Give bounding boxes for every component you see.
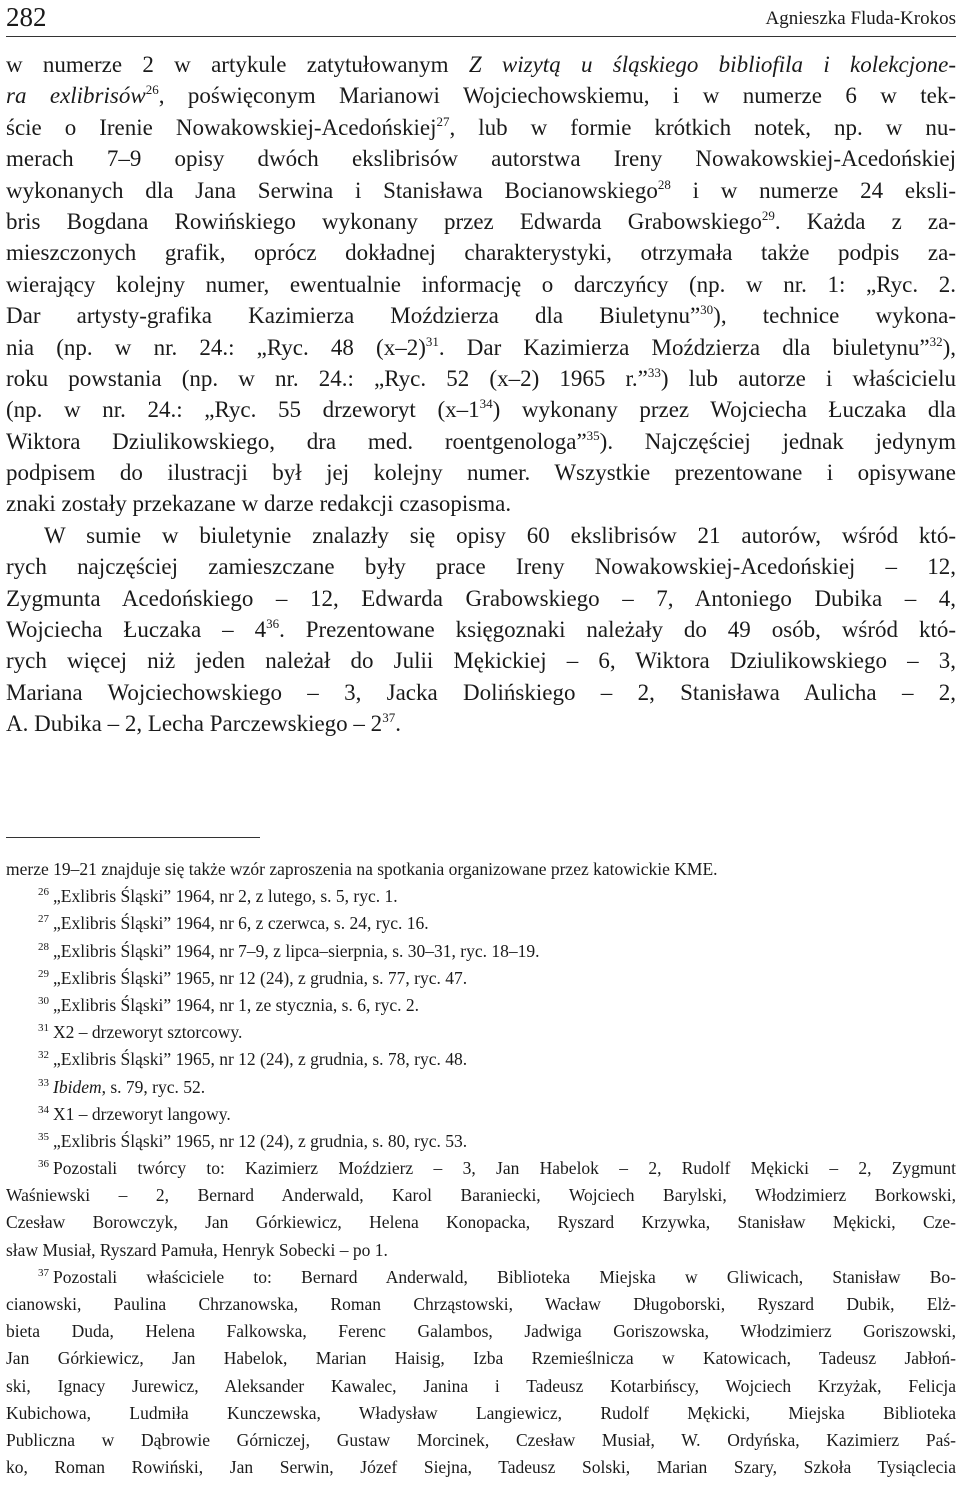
main-line: [6, 80, 956, 111]
footnote-line: [6, 1400, 956, 1427]
footnote-line: [6, 992, 956, 1019]
footnote-reference: 30: [38, 994, 49, 1007]
text-run: ),: [942, 334, 956, 360]
footnote-reference: 29: [38, 967, 49, 980]
text-run: ), technice wykona-: [713, 303, 956, 329]
text-run: w numerze 2 w artykule zatytułowanym: [6, 52, 469, 77]
text-run: Kubichowa, Ludmiła Kunczewska, Władysław Langiewicz, Rudolf Mękicki, Miejska Biblioteka: [6, 1402, 956, 1423]
text-run: , lub w formie krótkich notek, np. w nu-: [449, 114, 956, 140]
running-head-author: Agnieszka Fluda-Krokos: [765, 8, 956, 29]
text-run: ) lub autorze i właścicielu: [660, 365, 956, 391]
footnote-reference: 27: [436, 113, 450, 129]
text-run: „Exlibris Śląski” 1965, nr 12 (24), z grudnia, s. 78, ryc. 48.: [53, 1049, 468, 1070]
text-run: „Exlibris Śląski” 1964, nr 7–9, z lipca–sierpnia, s. 30–31, ryc. 18–19.: [53, 940, 540, 961]
main-line: [6, 677, 956, 708]
text-run: „Exlibris Śląski” 1964, nr 6, z czerwca, s. 24, ryc. 16.: [53, 913, 429, 934]
footnote-line: [6, 1128, 956, 1155]
text-run: ski, Ignacy Jurewicz, Aleksander Kawalec, Janina i Tadeusz Kotarbińscy, Wojciech Krzyżak, Felicja: [6, 1375, 956, 1396]
footnote-reference: 37: [382, 710, 396, 726]
text-run: ). Najczęściej jednak jedynym: [599, 428, 956, 454]
footnote-line: [6, 965, 956, 992]
footnote-line: [6, 1291, 956, 1318]
text-run: „Exlibris Śląski” 1965, nr 12 (24), z grudnia, s. 80, ryc. 53.: [53, 1130, 468, 1151]
text-run: ) wykonany przez Wojciecha Łuczaka dla: [492, 397, 957, 423]
text-run: „Exlibris Śląski” 1964, nr 1, ze stycznia, s. 6, ryc. 2.: [53, 994, 419, 1015]
main-line: [6, 583, 956, 614]
text-run: ście o Irenie Nowakowskiej-Acedońskiej: [6, 114, 437, 140]
main-line: [6, 269, 956, 300]
text-run: Dar artysty-grafika Kazimierza Moździerza dla Biuletynu”: [6, 303, 701, 329]
footnote-reference: 37: [38, 1266, 49, 1279]
main-line: [6, 49, 956, 80]
main-line: [6, 175, 956, 206]
footnote-line: [6, 1019, 956, 1046]
text-run: .: [395, 711, 401, 737]
text-run: X2 – drzeworyt sztorcowy.: [53, 1022, 243, 1043]
text-run: „Exlibris Śląski” 1965, nr 12 (24), z grudnia, s. 77, ryc. 47.: [53, 967, 468, 988]
italic-text: Ibidem: [53, 1076, 102, 1097]
text-run: znaki zostały przekazane w darze redakcji czasopisma.: [6, 491, 512, 517]
text-run: (np. w nr. 24.: „Ryc. 55 drzeworyt (x–1: [6, 397, 480, 423]
text-run: mieszczonych grafik, oprócz dokładnej charakterystyki, otrzymała także podpis za-: [6, 240, 956, 266]
footnote-line: [6, 938, 956, 965]
text-run: Czesław Borowczyk, Jan Górkiewicz, Helena Konopacka, Ryszard Krzywka, Stanisław Mękicki, Cze-: [6, 1212, 956, 1233]
footnotes: [6, 856, 956, 1481]
footnote-reference: 32: [38, 1049, 49, 1062]
footnote-reference: 33: [38, 1076, 49, 1089]
footnote-reference: 28: [657, 176, 671, 192]
footnote-line: [6, 1182, 956, 1209]
footnote-line: [6, 1318, 956, 1345]
footnote-reference: 35: [38, 1130, 49, 1143]
text-run: X1 – drzeworyt langowy.: [53, 1103, 231, 1124]
main-line: [6, 112, 956, 143]
main-line: [6, 551, 956, 582]
footnote-reference: 31: [425, 333, 439, 349]
text-run: W sumie w biuletynie znalazły się opisy 60 ekslibrisów 21 autorów, wśród któ-: [44, 522, 956, 548]
italic-text: ra exlibrisów: [6, 83, 146, 109]
footnote-reference: 27: [38, 913, 49, 926]
main-line: [6, 645, 956, 676]
text-run: bieta Duda, Helena Falkowska, Ferenc Galambos, Jadwiga Goriszowska, Włodzimierz Goriszowski,: [6, 1321, 956, 1342]
text-run: . Prezentowane księgoznaki należały do 49 osób, wśród któ-: [279, 617, 956, 643]
footnote-line: [6, 910, 956, 937]
text-run: bris Bogdana Rowińskiego wykonany przez Edwarda Grabowskiego: [6, 208, 762, 234]
text-run: Publiczna w Dąbrowie Górniczej, Gustaw Morcinek, Czesław Musiał, W. Ordyńska, Kazimierz Paś-: [6, 1429, 956, 1450]
text-run: rych najczęściej zamieszczane były prace Ireny Nowakowskiej-Acedońskiej – 12,: [6, 554, 956, 580]
footnote-separator: [6, 837, 260, 838]
footnote-reference: 36: [38, 1158, 49, 1171]
footnote-line: [6, 1101, 956, 1128]
main-line: [6, 457, 956, 488]
text-run: Pozostali właściciele to: Bernard Anderwald, Biblioteka Miejska w Gliwicach, Stanisław Bo-: [53, 1266, 956, 1287]
footnote-reference: 26: [38, 886, 49, 899]
text-run: rych więcej niż jeden należał do Julii Mękickiej – 6, Wiktora Dziulikowskiego – 3,: [6, 648, 956, 674]
footnote-line: [6, 1237, 956, 1264]
text-run: merze 19–21 znajduje się także wzór zaproszenia na spotkania organizowane przez katowickie KME.: [6, 859, 718, 879]
footnote-reference: 34: [38, 1103, 49, 1116]
text-run: , s. 79, ryc. 52.: [101, 1076, 206, 1097]
italic-text: Z wizytą u śląskiego bibliofila i kolekcjone-: [468, 52, 956, 77]
footnote-line: [6, 1345, 956, 1372]
text-run: cianowski, Paulina Chrzanowska, Roman Chrząstowski, Wacław Długoborski, Ryszard Dubik, Elż-: [6, 1294, 956, 1314]
footnote-line: [6, 883, 956, 910]
footnote-line: [6, 1373, 956, 1400]
text-run: sław Musiał, Ryszard Pamuła, Henryk Sobecki – po 1.: [6, 1239, 388, 1260]
text-run: merach 7–9 opisy dwóch ekslibrisów autorstwa Ireny Nowakowskiej-Acedońskiej: [6, 146, 956, 172]
main-line: [6, 708, 956, 739]
footnote-reference: 32: [929, 333, 943, 349]
text-run: nia (np. w nr. 24.: „Ryc. 48 (x–2): [6, 334, 426, 360]
text-run: podpisem do ilustracji był jej kolejny numer. Wszystkie prezentowane i opisywane: [6, 460, 956, 486]
footnote-reference: 28: [38, 940, 49, 953]
text-run: wykonanych dla Jana Serwina i Stanisława Bocianowskiego: [6, 177, 658, 203]
text-run: Zygmunta Acedońskiego – 12, Edwarda Grabowskiego – 7, Antoniego Dubika – 4,: [6, 585, 956, 611]
footnote-line: [6, 1155, 956, 1182]
footnote-reference: 33: [647, 364, 661, 380]
text-run: ko, Roman Rowiński, Jan Serwin, Józef Siejna, Tadeusz Solski, Marian Szary, Szkoła Tysiąclecia: [6, 1457, 956, 1478]
main-text: [6, 49, 956, 740]
text-run: „Exlibris Śląski” 1964, nr 2, z lutego, s. 5, ryc. 1.: [53, 886, 398, 907]
text-run: Wojciecha Łuczaka – 4: [6, 617, 267, 643]
text-run: Pozostali twórcy to: Kazimierz Moździerz – 3, Jan Habelok – 2, Rudolf Mękicki – 2, Zygmunt: [53, 1158, 956, 1179]
text-run: Mariana Wojciechowskiego – 3, Jacka Dolińskiego – 2, Stanisława Aulicha – 2,: [6, 679, 956, 705]
text-run: , poświęconym Marianowi Wojciechowskiemu, i w numerze 6 w tek-: [158, 83, 957, 109]
footnote-reference: 36: [266, 616, 280, 632]
text-run: A. Dubika – 2, Lecha Parczewskiego – 2: [6, 711, 383, 737]
footnote-line: [6, 1209, 956, 1236]
text-run: . Każda z za-: [774, 208, 956, 234]
main-line: [6, 300, 956, 331]
page-number: 282: [6, 2, 47, 32]
main-line: [6, 206, 956, 237]
main-line: [6, 520, 956, 551]
footnote-line: [6, 1264, 956, 1291]
main-line: [6, 237, 956, 268]
text-run: . Dar Kazimierza Moździerza dla biuletynu”: [438, 334, 930, 360]
page-header: [6, 0, 956, 37]
main-line: [6, 143, 956, 174]
footnote-line: [6, 1046, 956, 1073]
footnote-reference: 26: [145, 82, 159, 98]
footnote-reference: 34: [479, 396, 493, 412]
footnote-line: [6, 1427, 956, 1454]
text-run: i w numerze 24 eksli-: [670, 177, 956, 203]
text-run: Jan Górkiewicz, Jan Habelok, Marian Haisig, Izba Rzemieślnicza w Katowicach, Tadeusz Jabłoń-: [6, 1348, 956, 1369]
footnote-line: [6, 1074, 956, 1101]
main-line: [6, 426, 956, 457]
main-line: [6, 394, 956, 425]
text-run: Waśniewski – 2, Bernard Anderwald, Karol Baraniecki, Wojciech Barylski, Włodzimierz Borkowski,: [6, 1185, 956, 1206]
text-run: Wiktora Dziulikowskiego, dra med. roentgenologa”: [6, 428, 587, 454]
main-line: [6, 488, 956, 519]
text-run: wierający kolejny numer, ewentualnie informację o darczyńcy (np. w nr. 1: „Ryc. 2.: [6, 271, 956, 297]
footnote-reference: 30: [700, 302, 714, 318]
footnote-line: [6, 856, 956, 883]
main-line: [6, 332, 956, 363]
main-line: [6, 363, 956, 394]
text-run: roku powstania (np. w nr. 24.: „Ryc. 52 (x–2) 1965 r.”: [6, 365, 648, 391]
footnote-reference: 31: [38, 1022, 49, 1035]
footnote-reference: 29: [761, 207, 775, 223]
footnote-line: [6, 1454, 956, 1481]
footnote-reference: 35: [586, 427, 600, 443]
main-line: [6, 614, 956, 645]
